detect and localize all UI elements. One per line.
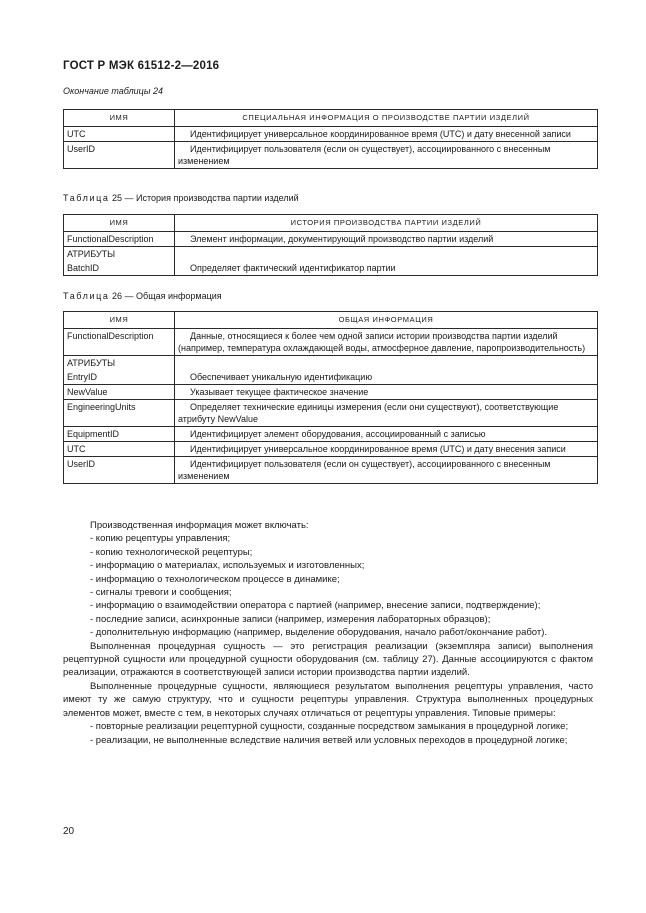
table25-caption-label: Таблица <box>63 193 110 203</box>
table-row <box>64 232 598 247</box>
cell-name: FunctionalDescription <box>64 329 175 356</box>
cell-desc <box>175 142 598 169</box>
table24-header-desc: СПЕЦИАЛЬНАЯ ИНФОРМАЦИЯ О ПРОИЗВОДСТВЕ ПАРТИИ ИЗДЕЛИЙ <box>175 110 598 127</box>
cell-desc <box>175 400 598 427</box>
table-24 <box>63 109 598 169</box>
body-text <box>63 519 593 747</box>
table-row <box>64 400 598 427</box>
table26-header-name: ИМЯ <box>64 312 175 329</box>
cell-desc-text: Идентифицирует универсальное координированное время (UTC) и дату внесенной записи <box>190 129 571 139</box>
cell-desc-text: Идентифицирует элемент оборудования, ассоциированный с записью <box>190 429 486 439</box>
table25-header-name: ИМЯ <box>64 215 175 232</box>
cell-name: FunctionalDescription <box>64 232 175 247</box>
cell-section-attributes: АТРИБУТЫ <box>64 247 175 262</box>
cell-desc <box>175 442 598 457</box>
table26-header-desc: ОБЩАЯ ИНФОРМАЦИЯ <box>175 312 598 329</box>
table-row <box>64 142 598 169</box>
cell-desc <box>175 232 598 247</box>
paragraph: Производственная информация может включать: <box>90 520 309 531</box>
list-item: - последние записи, асинхронные записи (например, измерения лабораторных образцов); <box>90 613 491 625</box>
table-row <box>64 385 598 400</box>
cell-desc-text: Определяет технические единицы измерения (если они существуют), соответствующие атрибуту NewValue <box>178 402 559 424</box>
cell-desc <box>175 370 598 385</box>
cell-desc <box>175 427 598 442</box>
list-item: - дополнительную информацию (например, выделение оборудования, начало работ/окончание работ). <box>90 627 548 639</box>
list-item: - копию технологической рецептуры; <box>90 546 253 558</box>
table26-caption-label: Таблица <box>63 291 110 301</box>
list-item: - копию рецептуры управления; <box>90 533 231 545</box>
table-26 <box>63 311 598 484</box>
list-item: - информацию о технологическом процессе в динамике; <box>90 573 340 585</box>
table26-caption-title: — Общая информация <box>124 291 222 301</box>
table-row <box>64 127 598 142</box>
list-item: - информацию о материалах, используемых и изготовленных; <box>90 560 365 572</box>
table25-caption <box>63 193 299 203</box>
paragraph: Выполненная процедурная сущность — это регистрация реализации (экземпляра записи) выполнения рецептурной сущности или процедурной сущности оборудования (см. таблицу 27). Данные ассоциируются с фактом реализации, отражаются в соответствующей записи истории производства партии изделий. <box>63 640 593 679</box>
cell-desc <box>175 247 598 262</box>
cell-desc <box>175 261 598 276</box>
cell-name: EntryID <box>64 370 175 385</box>
table25-caption-title: — История производства партии изделий <box>124 193 299 203</box>
cell-desc-text: Данные, относящиеся к более чем одной записи истории производства партии изделий (например, температура охлаждающей воды, атмосферное давление, паропроизводительность) <box>178 331 586 353</box>
list-item: - повторные реализации рецептурной сущности, созданные посредством замыкания в процедурной логике; <box>90 721 569 733</box>
list-item: - информацию о взаимодействии оператора с партией (например, внесение записи, подтверждение); <box>90 600 541 612</box>
cell-desc-text: Идентифицирует пользователя (если он существует), ассоциированного с внесенным изменением <box>178 144 551 166</box>
cell-name: UserID <box>64 142 175 169</box>
list-item: - сигналы тревоги и сообщения; <box>90 587 232 599</box>
paragraph: Выполненные процедурные сущности, являющиеся результатом выполнения рецептуры управления, часто имеют ту же самую структуру, что и сущности рецептуры управления. Структура выполненных процедурных элементов может, вместе с тем, в некоторых случаях отличаться от рецептуры управления. Типовые примеры: <box>63 680 593 719</box>
table24-caption: Окончание таблицы 24 <box>63 86 163 96</box>
table-row <box>64 427 598 442</box>
standard-header: ГОСТ Р МЭК 61512-2—2016 <box>63 60 220 72</box>
cell-desc-text: Идентифицирует пользователя (если он существует), ассоциированного с внесенным изменением <box>178 459 551 481</box>
cell-name: EquipmentID <box>64 427 175 442</box>
cell-desc <box>175 457 598 484</box>
table-row <box>64 247 598 262</box>
table-row <box>64 329 598 356</box>
table-row <box>64 356 598 371</box>
table25-header-desc: ИСТОРИЯ ПРОИЗВОДСТВА ПАРТИИ ИЗДЕЛИЙ <box>175 215 598 232</box>
table-25 <box>63 214 598 276</box>
table24-header-name: ИМЯ <box>64 110 175 127</box>
cell-desc <box>175 385 598 400</box>
cell-desc <box>175 329 598 356</box>
cell-desc-text: Обеспечивает уникальную идентификацию <box>190 372 373 382</box>
table-row <box>64 261 598 276</box>
cell-name: NewValue <box>64 385 175 400</box>
cell-name: UTC <box>64 127 175 142</box>
page-number: 20 <box>63 826 75 837</box>
cell-desc-text: Элемент информации, документирующий производство партии изделий <box>190 234 494 244</box>
list-item: - реализации, не выполненные вследствие наличия ветвей или условных переходов в процедурной логике; <box>90 734 568 746</box>
table25-caption-num: 25 <box>112 193 123 203</box>
table-row <box>64 370 598 385</box>
cell-desc <box>175 356 598 371</box>
cell-desc <box>175 127 598 142</box>
table26-caption-num: 26 <box>112 291 123 301</box>
cell-desc-text: Определяет фактический идентификатор партии <box>190 263 396 273</box>
cell-name: EngineeringUnits <box>64 400 175 427</box>
table-row <box>64 442 598 457</box>
table-row <box>64 457 598 484</box>
cell-name: UTC <box>64 442 175 457</box>
cell-desc-text: Идентифицирует универсальное координированное время (UTC) и дату внесения записи <box>190 444 566 454</box>
cell-name: UserID <box>64 457 175 484</box>
cell-desc-text: Указывает текущее фактическое значение <box>190 387 369 397</box>
table26-caption <box>63 291 222 301</box>
cell-section-attributes: АТРИБУТЫ <box>64 356 175 371</box>
cell-name: BatchID <box>64 261 175 276</box>
